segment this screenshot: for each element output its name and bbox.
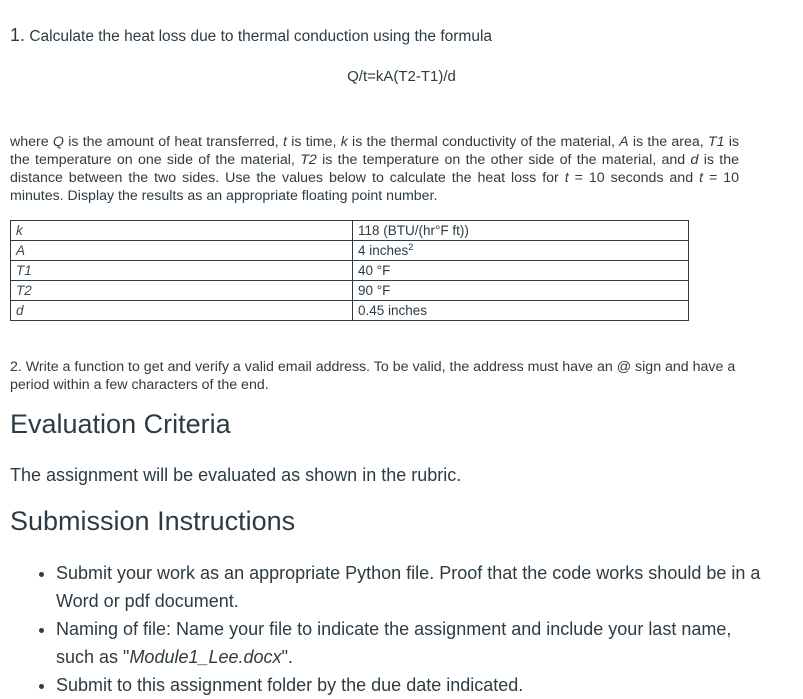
instruction-item [56, 671, 761, 699]
value-cell [353, 241, 689, 261]
question-1-text: Calculate the heat loss due to thermal conduction using the formula [25, 28, 493, 45]
instruction-text-end: ". [281, 647, 293, 667]
variable-name: T1 [707, 134, 725, 150]
evaluation-criteria-heading: Evaluation Criteria [10, 409, 231, 439]
value-text: 40 °F [358, 263, 391, 278]
value-cell [353, 301, 689, 321]
table-row [11, 301, 689, 321]
instruction-item [56, 559, 761, 615]
superscript: 2 [408, 242, 414, 252]
variable-name: t [283, 134, 287, 150]
table-row [11, 281, 689, 301]
question-number: 1. [10, 25, 26, 45]
instruction-item [56, 615, 761, 671]
submission-instructions-heading: Submission Instructions [10, 506, 296, 536]
evaluation-text: The assignment will be evaluated as shown in the rubric. [10, 465, 462, 485]
instruction-text: Submit your work as an appropriate Python file. Proof that the code works should be in a Word or pdf document. [56, 563, 761, 611]
table-row [11, 261, 689, 281]
variable-cell: T2 [11, 281, 353, 301]
paragraph-text: is the distance between the two sides. Use the values below to calculate the heat loss for [10, 152, 739, 186]
paragraph-text: is the temperature on the other side of the material, and [316, 152, 691, 168]
paragraph-text: = 10 minutes. Display the results as an appropriate floating point number. [10, 170, 740, 204]
variable-cell: A [11, 241, 353, 261]
paragraph-text: where [10, 134, 53, 150]
value-text: 0.45 inches [358, 303, 428, 318]
variable-cell: d [11, 301, 353, 321]
instruction-text: Submit to this assignment folder by the due date indicated. [56, 675, 524, 695]
value-text: 118 (BTU/(hr°F ft)) [358, 223, 469, 238]
paragraph-text: is the temperature on one side of the material, [10, 134, 740, 168]
submission-instructions-list [30, 559, 761, 699]
table-row [11, 241, 689, 261]
heat-loss-formula: Q/t=kA(T2-T1)/d [347, 68, 456, 85]
instruction-text: Naming of file: Name your file to indicate the assignment and include your last name, such as " [56, 619, 732, 667]
example-filename: Module1_Lee.docx [129, 647, 282, 667]
value-text: 4 inches [358, 243, 409, 258]
variable-cell: k [11, 221, 353, 241]
paragraph-text: is time, [286, 134, 341, 150]
variable-definitions-paragraph [10, 133, 739, 205]
paragraph-text: is the area, [628, 134, 708, 150]
question-1-intro [10, 25, 492, 46]
variable-name: t [699, 170, 704, 186]
paragraph-text: is the thermal conductivity of the material, [347, 134, 620, 150]
variable-name: t [564, 170, 569, 186]
variable-name: d [690, 152, 699, 168]
paragraph-text: = 10 seconds and [568, 170, 700, 186]
variable-name: A [619, 134, 629, 150]
variable-name: T2 [300, 152, 317, 168]
value-cell [353, 261, 689, 281]
variable-name: k [340, 134, 348, 150]
variable-name: Q [52, 134, 64, 150]
table-row [11, 221, 689, 241]
paragraph-text: is the amount of heat transferred, [63, 134, 283, 150]
value-cell [353, 221, 689, 241]
value-text: 90 °F [358, 283, 391, 298]
question-2-text: 2. Write a function to get and verify a valid email address. To be valid, the address must have an @ sign and have a period within a few characters of the end. [10, 359, 736, 393]
variable-cell: T1 [11, 261, 353, 281]
value-cell [353, 281, 689, 301]
values-table [10, 220, 689, 321]
